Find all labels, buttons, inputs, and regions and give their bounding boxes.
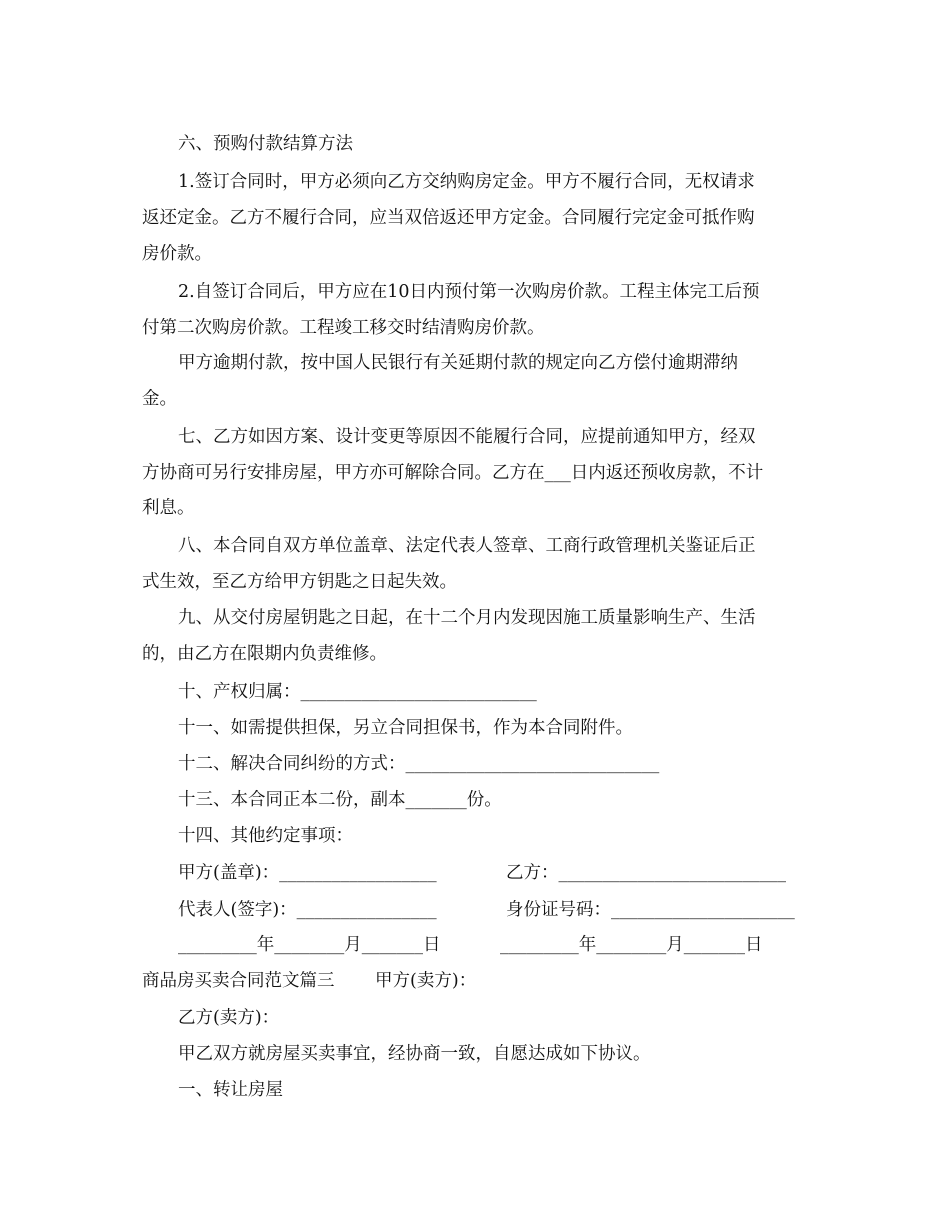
party-b-field: 乙方：__________________________ — [506, 863, 786, 883]
section-8-line-1: 八、本合同自双方单位盖章、法定代表人签章、工商行政管理机关鉴证后正 — [178, 536, 756, 556]
section-3-heading: 商品房买卖合同范文篇三 甲方(卖方)： — [142, 971, 477, 991]
section-14: 十四、其他约定事项： — [178, 826, 353, 846]
date-party-b: _________年________月_______日 — [500, 935, 763, 955]
clause-6-1-line-2: 返还定金。乙方不履行合同，应当双倍返还甲方定金。合同履行完定金可抵作购 — [142, 208, 755, 228]
clause-6-1-line-1: 1.签订合同时，甲方必须向乙方交纳购房定金。甲方不履行合同，无权请求 — [178, 172, 755, 192]
clause-6-2-line-1: 2.自签订合同后，甲方应在10日内预付第一次购房价款。工程主体完工后预 — [178, 282, 760, 302]
party-a-seal-field: 甲方(盖章)：__________________ — [178, 863, 437, 883]
section-11: 十一、如需提供担保，另立合同担保书，作为本合同附件。 — [178, 718, 633, 738]
clause-6-1-line-3: 房价款。 — [142, 244, 212, 264]
late-payment-line-1: 甲方逾期付款，按中国人民银行有关延期付款的规定向乙方偿付逾期滞纳 — [178, 353, 738, 373]
clause-6-2-line-2: 付第二次购房价款。工程竣工移交时结清购房价款。 — [142, 318, 545, 338]
section-10: 十、产权归属：___________________________ — [178, 682, 537, 702]
section-9-line-2: 的，由乙方在限期内负责维修。 — [142, 644, 387, 664]
section-7-line-2: 方协商可另行安排房屋，甲方亦可解除合同。乙方在___日内返还预收房款，不计 — [142, 463, 764, 483]
late-payment-line-2: 金。 — [142, 389, 177, 409]
section-6-heading: 六、预购付款结算方法 — [178, 134, 353, 154]
section-13: 十三、本合同正本二份，副本_______份。 — [178, 790, 502, 810]
id-number-field: 身份证号码：_____________________ — [506, 900, 795, 920]
section-3-item-1: 一、转让房屋 — [178, 1080, 283, 1100]
section-3-intro: 甲乙双方就房屋买卖事宜，经协商一致，自愿达成如下协议。 — [178, 1044, 651, 1064]
section-12: 十二、解决合同纠纷的方式：_____________________________ — [178, 754, 660, 774]
section-7-line-1: 七、乙方如因方案、设计变更等原因不能履行合同，应提前通知甲方，经双 — [178, 427, 756, 447]
section-8-line-2: 式生效，至乙方给甲方钥匙之日起失效。 — [142, 572, 457, 592]
section-3-party-b: 乙方(卖方)： — [178, 1008, 280, 1028]
representative-signature-field: 代表人(签字)：________________ — [178, 900, 437, 920]
date-party-a: _________年________月_______日 — [178, 935, 441, 955]
section-7-line-3: 利息。 — [142, 498, 195, 518]
section-9-line-1: 九、从交付房屋钥匙之日起，在十二个月内发现因施工质量影响生产、生活 — [178, 608, 756, 628]
